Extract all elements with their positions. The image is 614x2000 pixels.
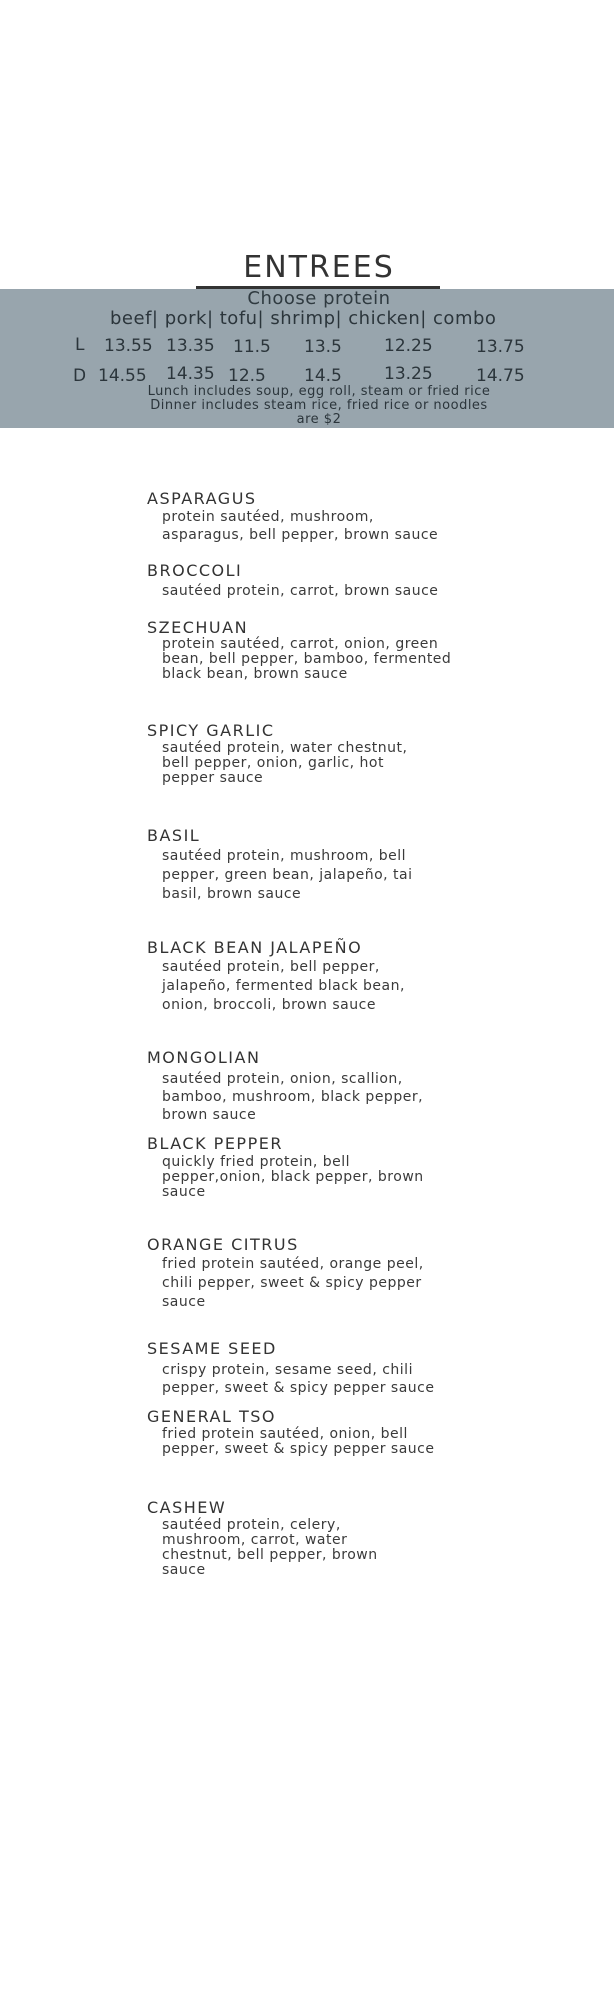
lunch-row-label: L: [75, 335, 85, 355]
item-desc-spicy-garlic: sautéed protein, water chestnut, bell pepper, onion, garlic, hot pepper sauce: [162, 740, 408, 786]
lunch-price-tofu: 11.5: [233, 337, 271, 357]
choose-protein-heading: Choose protein: [247, 288, 391, 309]
item-desc-broccoli: sautéed protein, carrot, brown sauce: [162, 583, 439, 599]
item-desc-black-pepper: quickly fried protein, bell pepper,onion, black pepper, brown sauce: [162, 1154, 424, 1200]
lunch-note: Lunch includes soup, egg roll, steam or fried rice: [147, 384, 491, 399]
item-desc-general-tso: fried protein sautéed, onion, bell pepper, sweet & spicy pepper sauce: [162, 1426, 435, 1457]
dinner-note: Dinner includes steam rice, fried rice or noodles: [150, 398, 488, 413]
lunch-price-combo: 13.75: [476, 337, 525, 357]
dinner-price-combo: 14.75: [476, 366, 525, 386]
item-desc-black-bean-jalapeno: sautéed protein, bell pepper, jalapeño, fermented black bean, onion, broccoli, brown sauce: [162, 959, 405, 1013]
protein-options: beef| pork| tofu| shrimp| chicken| combo: [110, 308, 497, 329]
item-desc-asparagus: protein sautéed, mushroom, asparagus, bell pepper, brown sauce: [162, 509, 439, 543]
item-name-mongolian: MONGOLIAN: [147, 1048, 261, 1067]
item-desc-sesame-seed: crispy protein, sesame seed, chili pepper, sweet & spicy pepper sauce: [162, 1362, 435, 1396]
item-name-szechuan: SZECHUAN: [147, 618, 249, 637]
item-name-black-bean-jalapeno: BLACK BEAN JALAPEÑO: [147, 938, 363, 957]
lunch-price-pork: 13.35: [166, 336, 215, 356]
dinner-note-extra: are $2: [296, 412, 342, 427]
item-desc-cashew: sautéed protein, celery, mushroom, carrot, water chestnut, bell pepper, brown sauce: [162, 1517, 378, 1578]
item-name-black-pepper: BLACK PEPPER: [147, 1134, 283, 1153]
item-name-cashew: CASHEW: [147, 1498, 227, 1517]
item-desc-mongolian: sautéed protein, onion, scallion, bamboo, mushroom, black pepper, brown sauce: [162, 1071, 424, 1123]
page-title: ENTREES: [243, 250, 395, 285]
lunch-price-beef: 13.55: [104, 336, 153, 356]
item-name-orange-citrus: ORANGE CITRUS: [147, 1235, 299, 1254]
item-name-spicy-garlic: SPICY GARLIC: [147, 721, 275, 740]
item-name-asparagus: ASPARAGUS: [147, 489, 257, 508]
item-name-basil: BASIL: [147, 826, 201, 845]
item-name-broccoli: BROCCOLI: [147, 561, 243, 580]
dinner-price-pork: 14.35: [166, 364, 215, 384]
item-desc-szechuan: protein sautéed, carrot, onion, green bean, bell pepper, bamboo, fermented black bean, brown sauce: [162, 636, 452, 682]
item-desc-basil: sautéed protein, mushroom, bell pepper, green bean, jalapeño, tai basil, brown sauce: [162, 848, 413, 902]
item-name-general-tso: GENERAL TSO: [147, 1407, 277, 1426]
dinner-price-beef: 14.55: [98, 366, 147, 386]
dinner-price-shrimp: 14.5: [304, 366, 342, 386]
dinner-price-tofu: 12.5: [228, 366, 266, 386]
lunch-price-shrimp: 13.5: [304, 337, 342, 357]
item-desc-orange-citrus: fried protein sautéed, orange peel, chili pepper, sweet & spicy pepper sauce: [162, 1256, 424, 1310]
lunch-price-chicken: 12.25: [384, 336, 433, 356]
dinner-row-label: D: [73, 366, 87, 386]
item-name-sesame-seed: SESAME SEED: [147, 1339, 277, 1358]
dinner-price-chicken: 13.25: [384, 364, 433, 384]
